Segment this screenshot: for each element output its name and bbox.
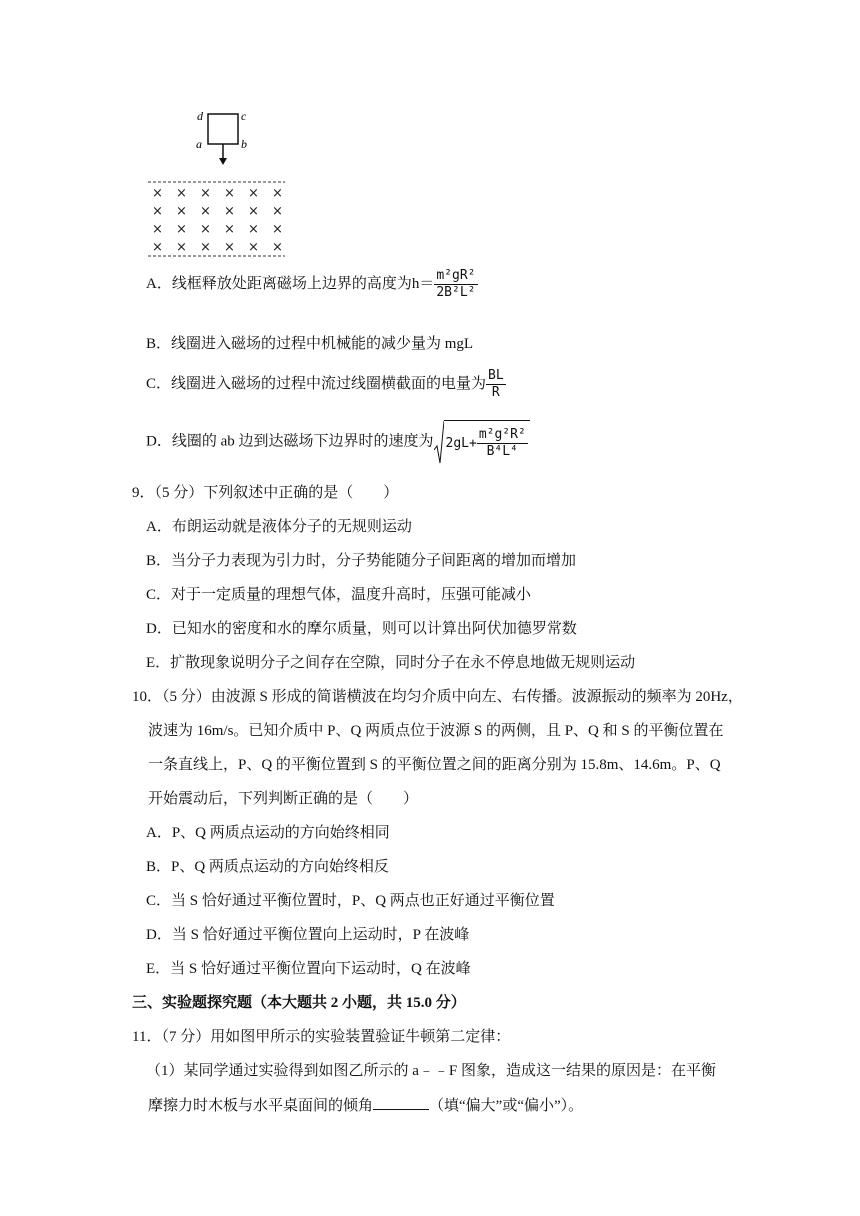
radical-sign-icon [434, 420, 444, 464]
q10-option-a: A．P、Q 两质点运动的方向始终相同 [146, 825, 390, 841]
field-cross-icon: × [272, 240, 283, 255]
section-3-heading: 三、实验题探究题（本大题共 2 小题，共 15.0 分） [132, 995, 466, 1011]
q10-stem-line-1: 10．（5 分）由波源 S 形成的简谐横波在均匀介质中向左、右传播。波源振动的频率为 20Hz， [132, 689, 743, 705]
q8-option-d-sqrt [434, 420, 530, 464]
q11-part1-line-2 [148, 1095, 583, 1116]
label-b: b [241, 137, 247, 151]
field-cross-icon: × [200, 240, 211, 255]
q11-stem: 11．（7 分）用如图甲所示的实验装置验证牛顿第二定律： [132, 1029, 511, 1045]
q9-option-e: E．扩散现象说明分子之间存在空隙，同时分子在永不停息地做无规则运动 [146, 655, 636, 671]
field-cross-icon: × [152, 240, 163, 255]
field-cross-icon: × [176, 240, 187, 255]
field-cross-icon: × [272, 204, 283, 219]
field-cross-icon: × [248, 222, 259, 237]
label-d: d [197, 109, 203, 123]
q8-option-c-numerator: BL [488, 368, 504, 383]
q9-option-a: A．布朗运动就是液体分子的无规则运动 [146, 519, 412, 535]
field-cross-icon: × [176, 186, 187, 201]
field-crosses [152, 186, 283, 255]
q10-option-c: C．当 S 恰好通过平衡位置时，P、Q 两点也正好通过平衡位置 [146, 893, 555, 909]
field-cross-icon: × [272, 186, 283, 201]
field-cross-icon: × [176, 222, 187, 237]
q11-part1-text-after: （填“偏大”或“偏小”）。 [429, 1098, 584, 1114]
q8-option-c-denominator: R [491, 385, 500, 400]
answer-blank[interactable] [373, 1095, 429, 1110]
q10-option-e: E．当 S 恰好通过平衡位置向下运动时，Q 在波峰 [146, 961, 471, 977]
q10-stem-line-4: 开始震动后，下列判断正确的是（ ） [148, 791, 419, 807]
field-cross-icon: × [200, 186, 211, 201]
wire-loop [208, 114, 238, 144]
q9-option-d: D．已知水的密度和水的摩尔质量，则可以计算出阿伏加德罗常数 [146, 621, 577, 637]
field-cross-icon: × [224, 222, 235, 237]
q8-option-a [146, 268, 478, 301]
field-cross-icon: × [248, 240, 259, 255]
q10-option-d: D．当 S 恰好通过平衡位置向上运动时，P 在波峰 [146, 927, 470, 943]
q8-option-b: B．线圈进入磁场的过程中机械能的减少量为 mgL [146, 336, 474, 352]
q8-option-d-fraction [477, 427, 528, 460]
label-a: a [196, 137, 202, 151]
q8-option-a-text: A．线框释放处距离磁场上边界的高度为 [146, 275, 412, 292]
field-cross-icon: × [224, 240, 235, 255]
q8-option-a-denominator: 2B²L² [436, 285, 476, 300]
q10-stem-line-3: 一条直线上，P、Q 的平衡位置到 S 的平衡位置之间的距离分别为 15.8m、14.6m。P、Q [148, 757, 721, 773]
q8-option-c [146, 368, 506, 401]
q8-option-d-denominator: B⁴L⁴ [486, 444, 518, 459]
q9-stem: 9．（5 分）下列叙述中正确的是（ ） [132, 485, 399, 501]
field-cross-icon: × [224, 204, 235, 219]
loop-field-figure [140, 100, 300, 260]
field-cross-icon: × [248, 204, 259, 219]
q10-option-b: B．P、Q 两质点运动的方向始终相反 [146, 859, 389, 875]
q9-option-c: C．对于一定质量的理想气体，温度升高时，压强可能减小 [146, 587, 532, 603]
field-cross-icon: × [152, 204, 163, 219]
q8-option-a-fraction [434, 268, 477, 301]
q8-option-c-text: C．线圈进入磁场的过程中流过线圈横截面的电量为 [146, 375, 487, 392]
field-cross-icon: × [224, 186, 235, 201]
q8-option-d-numerator: m²g²R² [478, 427, 526, 442]
q8-option-d-text: D．线圈的 ab 边到达磁场下边界时的速度为 [146, 433, 434, 450]
q9-option-b: B．当分子力表现为引力时，分子势能随分子间距离的增加而增加 [146, 553, 577, 569]
q11-part1-line-1: （1）某同学通过实验得到如图乙所示的 a﹣﹣F 图象，造成这一结果的原因是：在平衡 [146, 1063, 717, 1079]
q8-option-d [146, 420, 530, 464]
field-cross-icon: × [272, 222, 283, 237]
q8-option-c-fraction [486, 368, 506, 401]
field-cross-icon: × [200, 222, 211, 237]
field-cross-icon: × [152, 222, 163, 237]
q8-option-a-numerator: m²gR² [436, 268, 476, 283]
q10-stem-line-2: 波速为 16m/s。已知介质中 P、Q 两质点位于波源 S 的两侧，且 P、Q 和 S 的平衡位置在 [148, 723, 724, 739]
field-cross-icon: × [248, 186, 259, 201]
arrow-head [219, 158, 227, 165]
q11-part1-text-before: 摩擦力时木板与水平桌面间的倾角 [148, 1098, 374, 1114]
field-cross-icon: × [200, 204, 211, 219]
label-c: c [241, 109, 247, 123]
field-cross-icon: × [176, 204, 187, 219]
q8-option-d-lead: 2gL+ [445, 435, 477, 451]
q8-option-a-lhs: h＝ [411, 275, 435, 292]
field-cross-icon: × [152, 186, 163, 201]
